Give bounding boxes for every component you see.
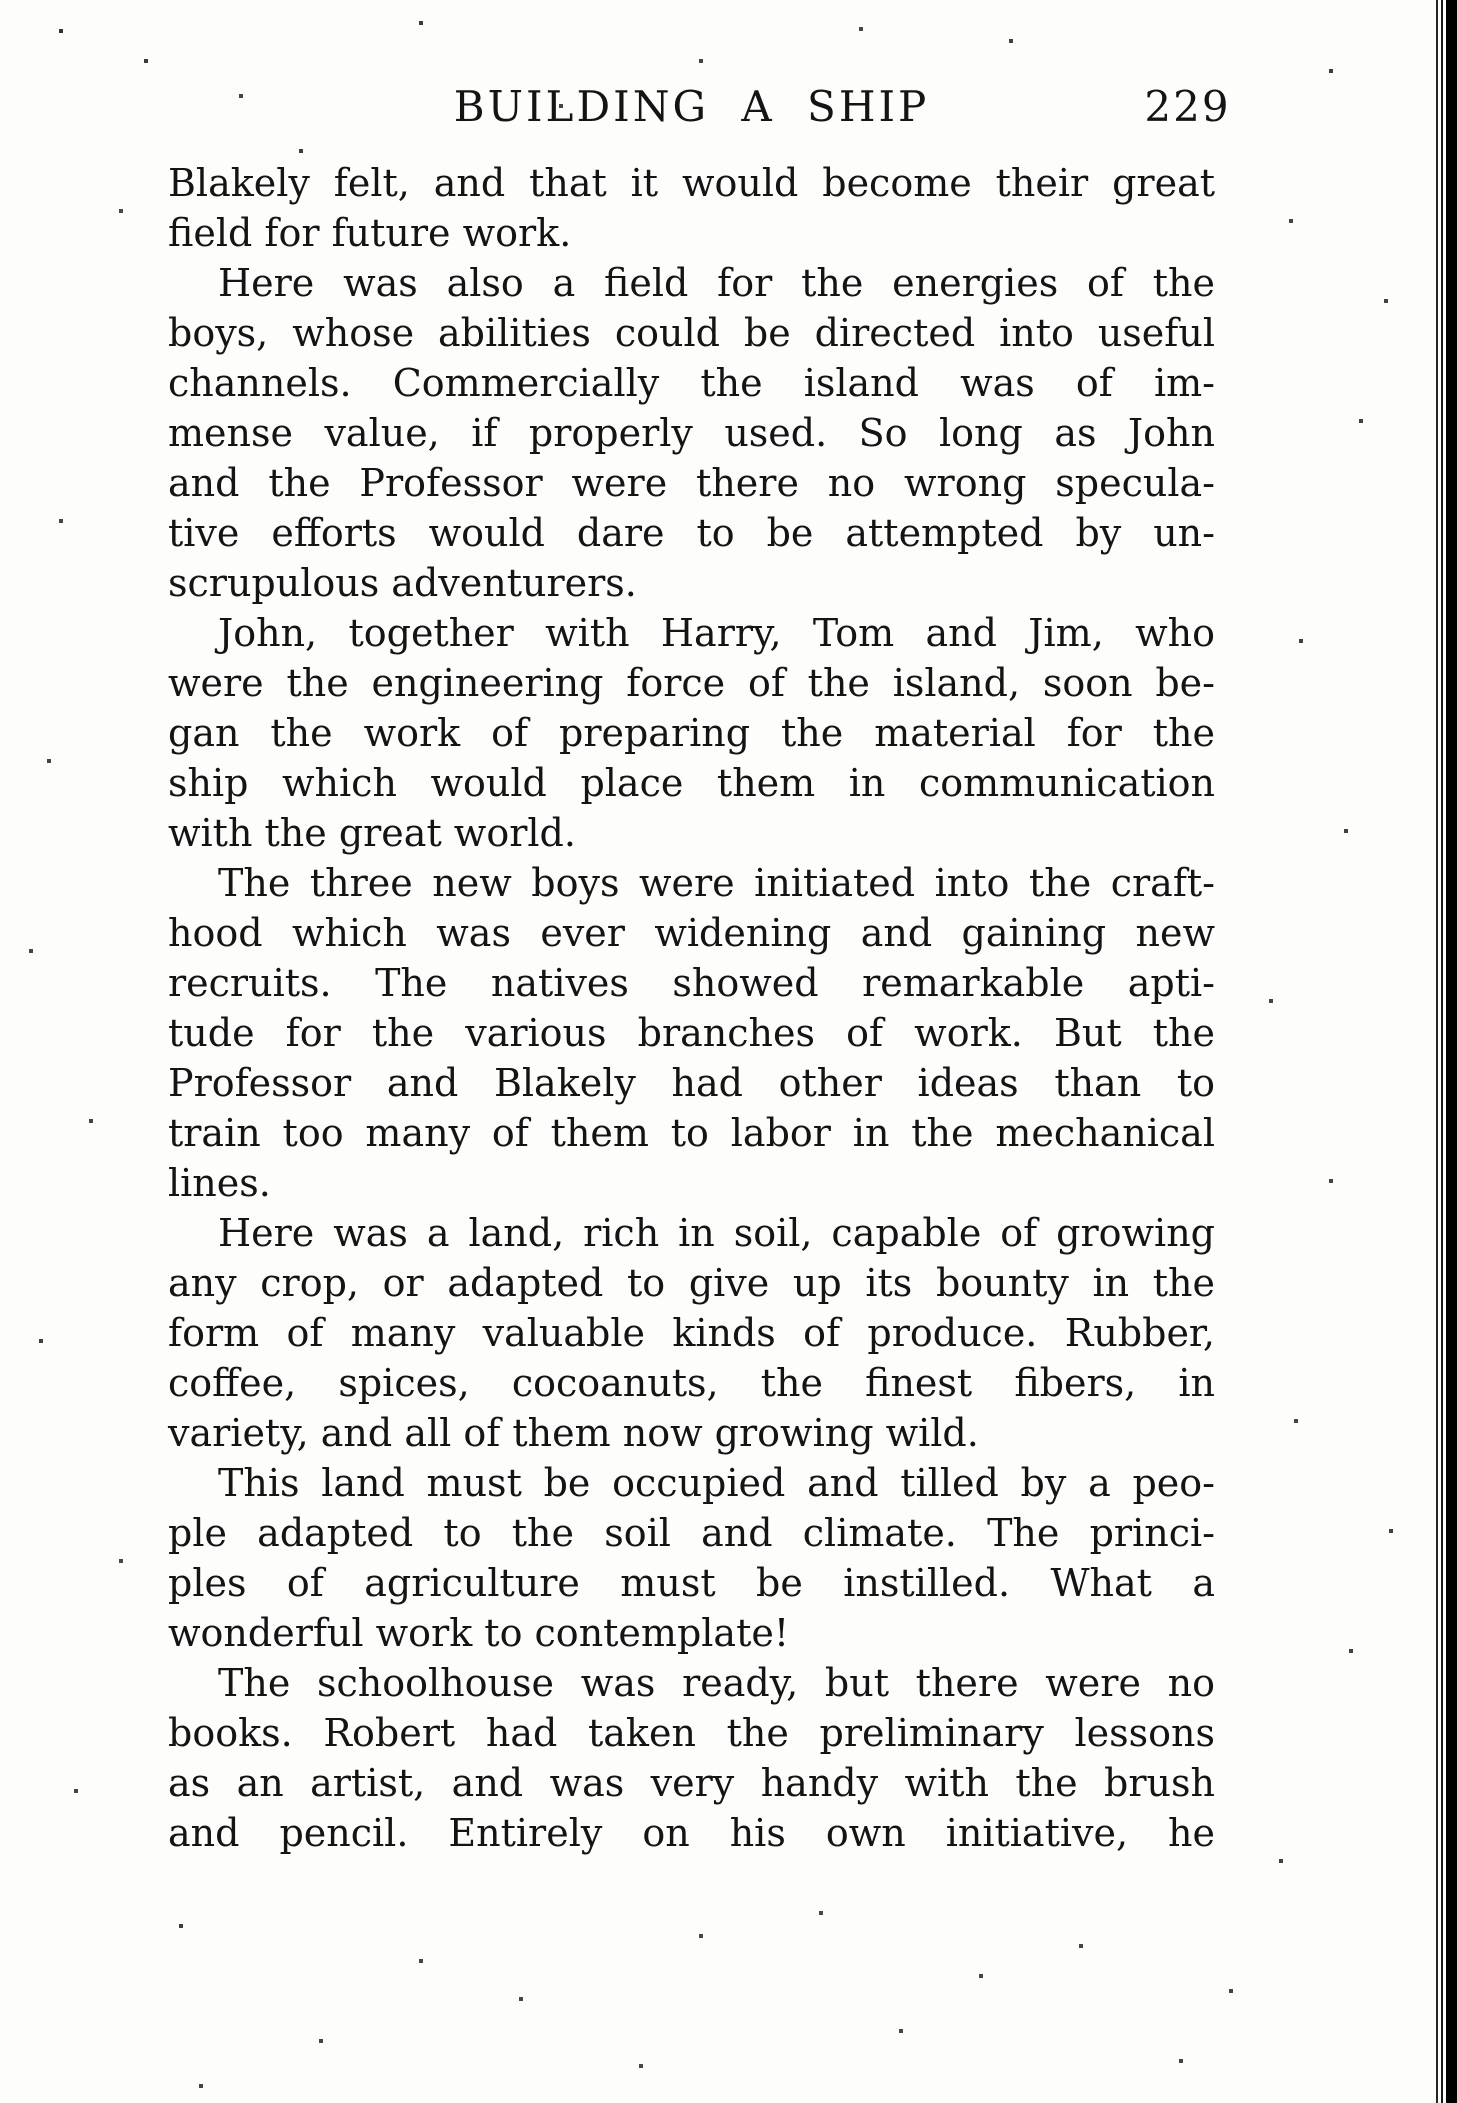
text-line: Professor and Blakely had other ideas than to [168, 1061, 1215, 1105]
text-line: The three new boys were initiated into the craft- [218, 861, 1215, 905]
text-line: Blakely felt, and that it would become their great [168, 161, 1215, 205]
text-line: John, together with Harry, Tom and Jim, who [218, 611, 1215, 655]
text-line: The schoolhouse was ready, but there were no [218, 1661, 1215, 1705]
running-header-title: BUILDING A SHIP [453, 82, 930, 131]
body-text [168, 158, 1215, 1858]
text-line: Here was a land, rich in soil, capable of growing [218, 1211, 1215, 1255]
text-line: This land must be occupied and tilled by a peo- [218, 1461, 1215, 1505]
text-line: variety, and all of them now growing wild. [168, 1411, 979, 1455]
text-line: ples of agriculture must be instilled. What a [168, 1561, 1215, 1605]
text-line: and the Professor were there no wrong specula- [168, 461, 1215, 505]
text-line: Here was also a field for the energies of the [218, 261, 1215, 305]
text-line: with the great world. [168, 811, 576, 855]
text-line: books. Robert had taken the preliminary lessons [168, 1711, 1215, 1755]
text-line: lines. [168, 1161, 271, 1205]
text-line: ple adapted to the soil and climate. The princi- [168, 1511, 1215, 1555]
text-line: ship which would place them in communication [168, 761, 1215, 805]
page-gutter-line-thin [1441, 0, 1443, 2103]
page-number: 229 [1144, 82, 1231, 131]
text-line: tive efforts would dare to be attempted by un- [168, 511, 1215, 555]
text-line: field for future work. [168, 211, 572, 255]
scan-noise-dots [0, 0, 2, 2]
text-line: scrupulous adventurers. [168, 561, 637, 605]
page-gutter-line-thin [1436, 0, 1438, 2103]
text-line: were the engineering force of the island, soon be- [168, 661, 1215, 705]
text-line: coffee, spices, cocoanuts, the finest fibers, in [168, 1361, 1215, 1405]
text-line: form of many valuable kinds of produce. Rubber, [168, 1311, 1215, 1355]
text-line: as an artist, and was very handy with the brush [168, 1761, 1215, 1805]
page-gutter-line-thick [1446, 0, 1457, 2103]
text-line: channels. Commercially the island was of im- [168, 361, 1215, 405]
text-line: and pencil. Entirely on his own initiative, he [168, 1811, 1215, 1855]
text-line: mense value, if properly used. So long as John [168, 411, 1215, 455]
text-line: recruits. The natives showed remarkable apti- [168, 961, 1215, 1005]
text-line: wonderful work to contemplate! [168, 1611, 790, 1655]
text-line: train too many of them to labor in the mechanical [168, 1111, 1215, 1155]
text-line: boys, whose abilities could be directed into useful [168, 311, 1215, 355]
text-line: tude for the various branches of work. But the [168, 1011, 1215, 1055]
text-line: any crop, or adapted to give up its bounty in the [168, 1261, 1215, 1305]
text-line: hood which was ever widening and gaining new [168, 911, 1215, 955]
text-line: gan the work of preparing the material for the [168, 711, 1215, 755]
